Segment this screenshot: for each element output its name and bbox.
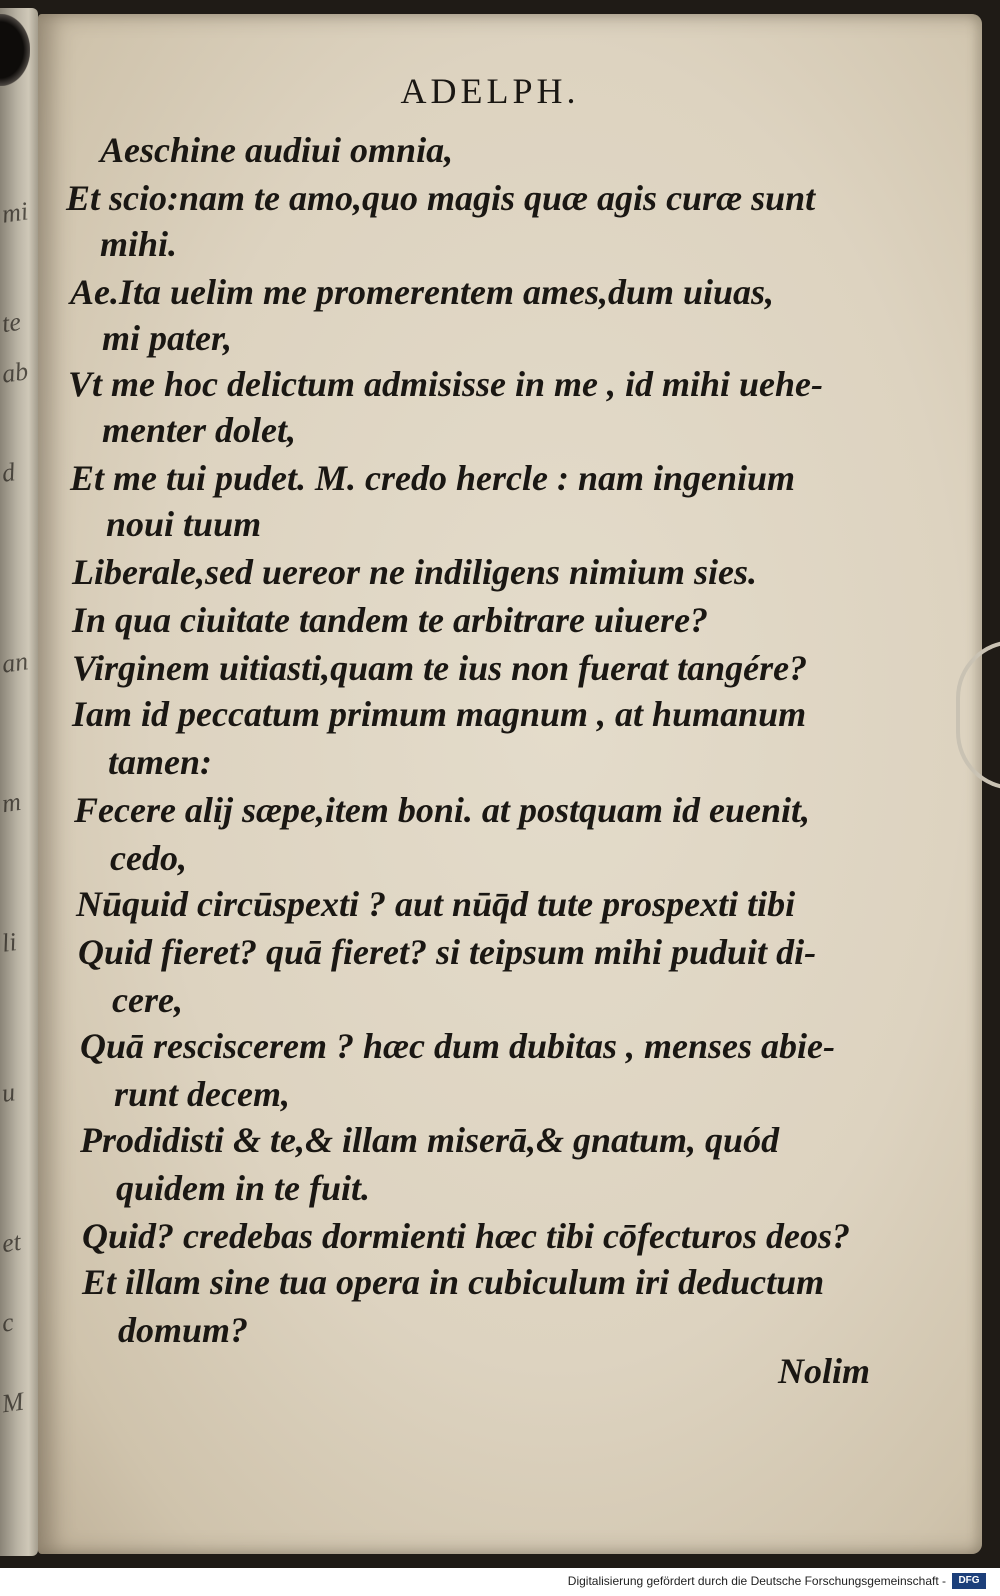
running-head: ADELPH. bbox=[400, 71, 580, 111]
prev-page-fragment: li bbox=[0, 927, 19, 958]
binding-clip bbox=[0, 14, 30, 86]
text-line: Virginem uitiasti,quam te ius non fuerat tangére? bbox=[72, 648, 808, 688]
prev-page-fragment: mi bbox=[0, 196, 30, 229]
text-line: cere, bbox=[112, 980, 183, 1020]
text-line: Quid? credebas dormienti hæc tibi cōfecturos deos? bbox=[82, 1216, 850, 1256]
text-line: Aeschine audiui omnia, bbox=[100, 130, 454, 170]
text-line: Et illam sine tua opera in cubiculum iri deductum bbox=[82, 1262, 825, 1302]
text-line: cedo, bbox=[110, 838, 187, 878]
digitization-footer bbox=[0, 1568, 1000, 1596]
text-line: runt decem, bbox=[114, 1074, 290, 1114]
text-line: Prodidisti & te,& illam miserā,& gnatum, quód bbox=[80, 1120, 780, 1160]
text-line: noui tuum bbox=[106, 504, 262, 544]
prev-page-fragment: c bbox=[0, 1307, 16, 1338]
text-line: mihi. bbox=[100, 224, 178, 264]
text-line: Ae.Ita uelim me promerentem ames,dum uiuas, bbox=[70, 272, 775, 312]
dfg-logo: DFG bbox=[952, 1573, 986, 1589]
prev-page-fragment: u bbox=[0, 1077, 17, 1108]
text-line: Et scio:nam te amo,quo magis quæ agis curæ sunt bbox=[66, 178, 816, 218]
text-line: In qua ciuitate tandem te arbitrare uiuere? bbox=[72, 600, 709, 640]
previous-page-edge bbox=[0, 8, 38, 1556]
prev-page-fragment: an bbox=[0, 646, 30, 679]
funding-notice: Digitalisierung gefördert durch die Deutsche Forschungsgemeinschaft - bbox=[567, 1574, 946, 1588]
prev-page-fragment: ab bbox=[0, 356, 30, 389]
catchword: Nolim bbox=[778, 1351, 871, 1391]
text-line: Vt me hoc delictum admisisse in me , id mihi uehe- bbox=[68, 364, 824, 404]
text-line: mi pater, bbox=[102, 318, 233, 358]
text-line: Quā resciscerem ? hæc dum dubitas , menses abie- bbox=[80, 1026, 835, 1066]
prev-page-fragment: d bbox=[0, 457, 17, 488]
text-line: quidem in te fuit. bbox=[116, 1168, 371, 1208]
text-line: tamen: bbox=[108, 742, 212, 782]
text-line: Iam id peccatum primum magnum , at humanum bbox=[72, 694, 807, 734]
prev-page-fragment: te bbox=[0, 306, 23, 339]
text-line: domum? bbox=[118, 1310, 249, 1350]
text-line: Quid fieret? quā fieret? si teipsum mihi puduit di- bbox=[78, 932, 817, 972]
prev-page-fragment: et bbox=[0, 1226, 23, 1259]
text-line: Liberale,sed uereor ne indiligens nimium sies. bbox=[72, 552, 758, 592]
text-line: menter dolet, bbox=[102, 410, 296, 450]
prev-page-fragment: m bbox=[0, 786, 23, 819]
text-line: Nūquid circūspexti ? aut nūq̄d tute prospexti tibi bbox=[76, 884, 796, 924]
text-line: Et me tui pudet. M. credo hercle : nam ingenium bbox=[70, 458, 796, 498]
prev-page-fragment: M bbox=[0, 1386, 26, 1419]
text-line: Fecere alij sæpe,item boni. at postquam id euenit, bbox=[74, 790, 810, 830]
